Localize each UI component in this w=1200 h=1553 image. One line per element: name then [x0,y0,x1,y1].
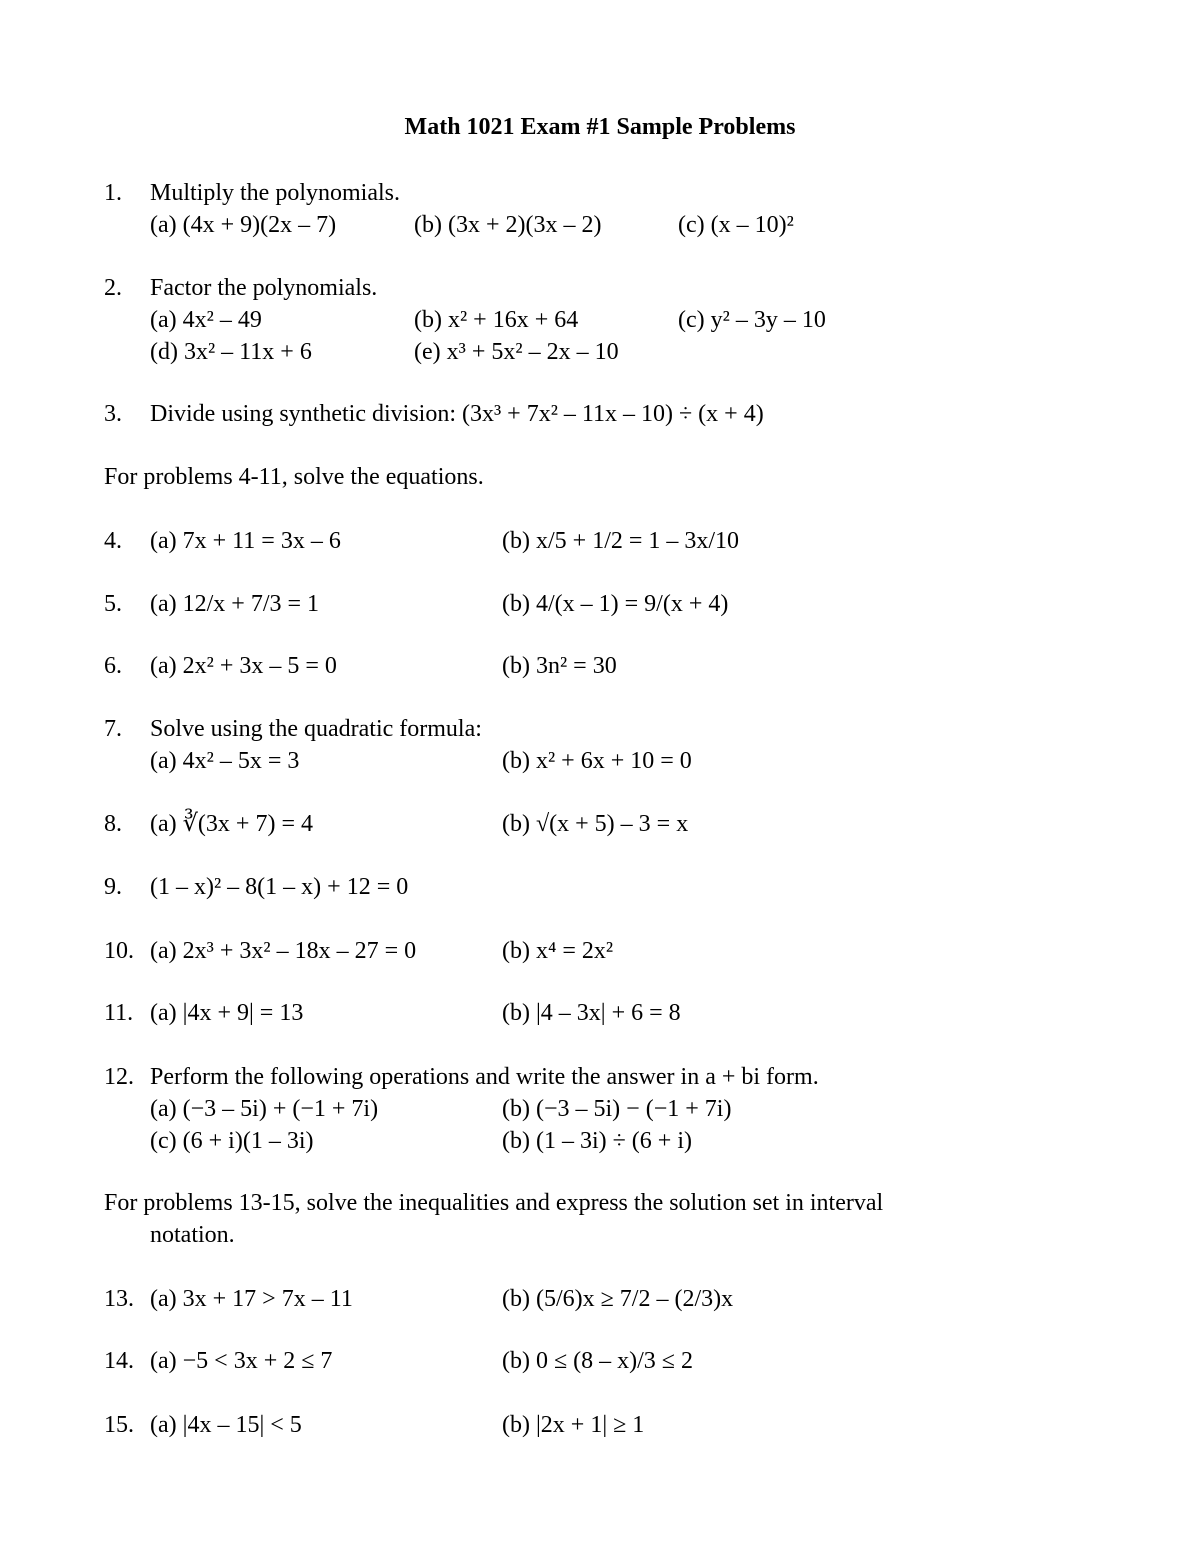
problem-13a: (a) 3x + 17 > 7x – 11 [150,1286,353,1312]
problem-number: 8. [104,811,122,837]
problem-5b: (b) 4/(x – 1) = 9/(x + 4) [502,591,729,617]
problem-11b: (b) |4 – 3x| + 6 = 8 [502,1000,681,1026]
problem-1c: (c) (x – 10)² [678,212,794,238]
problem-number: 7. [104,716,122,742]
problem-1 [0,178,1200,208]
problem-15a: (a) |4x – 15| < 5 [150,1412,302,1438]
problem-text: Divide using synthetic division: (3x³ + 7x² – 11x – 10) ÷ (x + 4) [150,401,764,427]
problem-2 [0,273,1200,303]
problem-text: Solve using the quadratic formula: [150,716,482,742]
problem-7a: (a) 4x² – 5x = 3 [150,748,300,774]
problem-6b: (b) 3n² = 30 [502,653,617,679]
problem-1b: (b) (3x + 2)(3x – 2) [414,212,602,238]
problem-number: 12. [104,1064,134,1090]
problem-15b: (b) |2x + 1| ≥ 1 [502,1412,645,1438]
problem-2a: (a) 4x² – 49 [150,307,262,333]
problem-number: 14. [104,1348,134,1374]
problem-number: 10. [104,938,134,964]
problem-12 [0,1062,1200,1092]
problem-8 [0,809,1200,839]
problem-number: 9. [104,874,122,900]
problem-10b: (b) x⁴ = 2x² [502,938,614,964]
problem-number: 15. [104,1412,134,1438]
problem-11 [0,998,1200,1028]
problem-15 [0,1410,1200,1440]
problem-5 [0,589,1200,619]
problem-number: 1. [104,180,122,206]
instruction-inequalities: For problems 13-15, solve the inequalities and express the solution set in interval [104,1190,884,1216]
problem-10a: (a) 2x³ + 3x² – 18x – 27 = 0 [150,938,417,964]
problem-2e: (e) x³ + 5x² – 2x – 10 [414,339,619,365]
problem-9 [0,872,1200,902]
problem-4b: (b) x/5 + 1/2 = 1 – 3x/10 [502,528,740,554]
problem-12c: (c) (6 + i)(1 – 3i) [150,1128,314,1154]
problem-6 [0,651,1200,681]
problem-text: (1 – x)² – 8(1 – x) + 12 = 0 [150,874,409,900]
problem-4 [0,526,1200,556]
problem-number: 13. [104,1286,134,1312]
problem-7b: (b) x² + 6x + 10 = 0 [502,748,692,774]
problem-number: 5. [104,591,122,617]
problem-1a: (a) (4x + 9)(2x – 7) [150,212,337,238]
problem-14a: (a) −5 < 3x + 2 ≤ 7 [150,1348,333,1374]
problem-6a: (a) 2x² + 3x – 5 = 0 [150,653,337,679]
problem-number: 4. [104,528,122,554]
instruction-inequalities-cont: notation. [150,1222,235,1248]
problem-12d: (b) (1 – 3i) ÷ (6 + i) [502,1128,692,1154]
problem-8b: (b) √(x + 5) – 3 = x [502,811,689,837]
problem-text: Factor the polynomials. [150,275,378,301]
problem-11a: (a) |4x + 9| = 13 [150,1000,304,1026]
problem-7 [0,714,1200,744]
instruction-equations: For problems 4-11, solve the equations. [104,464,484,490]
problem-10 [0,936,1200,966]
problem-number: 3. [104,401,122,427]
page-title: Math 1021 Exam #1 Sample Problems [404,114,796,140]
problem-4a: (a) 7x + 11 = 3x – 6 [150,528,341,554]
problem-2c: (c) y² – 3y – 10 [678,307,826,333]
problem-12a: (a) (−3 – 5i) + (−1 + 7i) [150,1096,379,1122]
problem-5a: (a) 12/x + 7/3 = 1 [150,591,320,617]
problem-12b: (b) (−3 – 5i) − (−1 + 7i) [502,1096,732,1122]
problem-number: 11. [104,1000,134,1026]
problem-13 [0,1284,1200,1314]
problem-14b: (b) 0 ≤ (8 – x)/3 ≤ 2 [502,1348,693,1374]
problem-3 [0,399,1200,429]
problem-text: Perform the following operations and write the answer in a + bi form. [150,1064,819,1090]
problem-2d: (d) 3x² – 11x + 6 [150,339,312,365]
problem-text: Multiply the polynomials. [150,180,400,206]
problem-number: 6. [104,653,122,679]
problem-13b: (b) (5/6)x ≥ 7/2 – (2/3)x [502,1286,734,1312]
problem-8a: (a) ∛(3x + 7) = 4 [150,811,313,837]
problem-2b: (b) x² + 16x + 64 [414,307,579,333]
problem-number: 2. [104,275,122,301]
problem-14 [0,1346,1200,1376]
